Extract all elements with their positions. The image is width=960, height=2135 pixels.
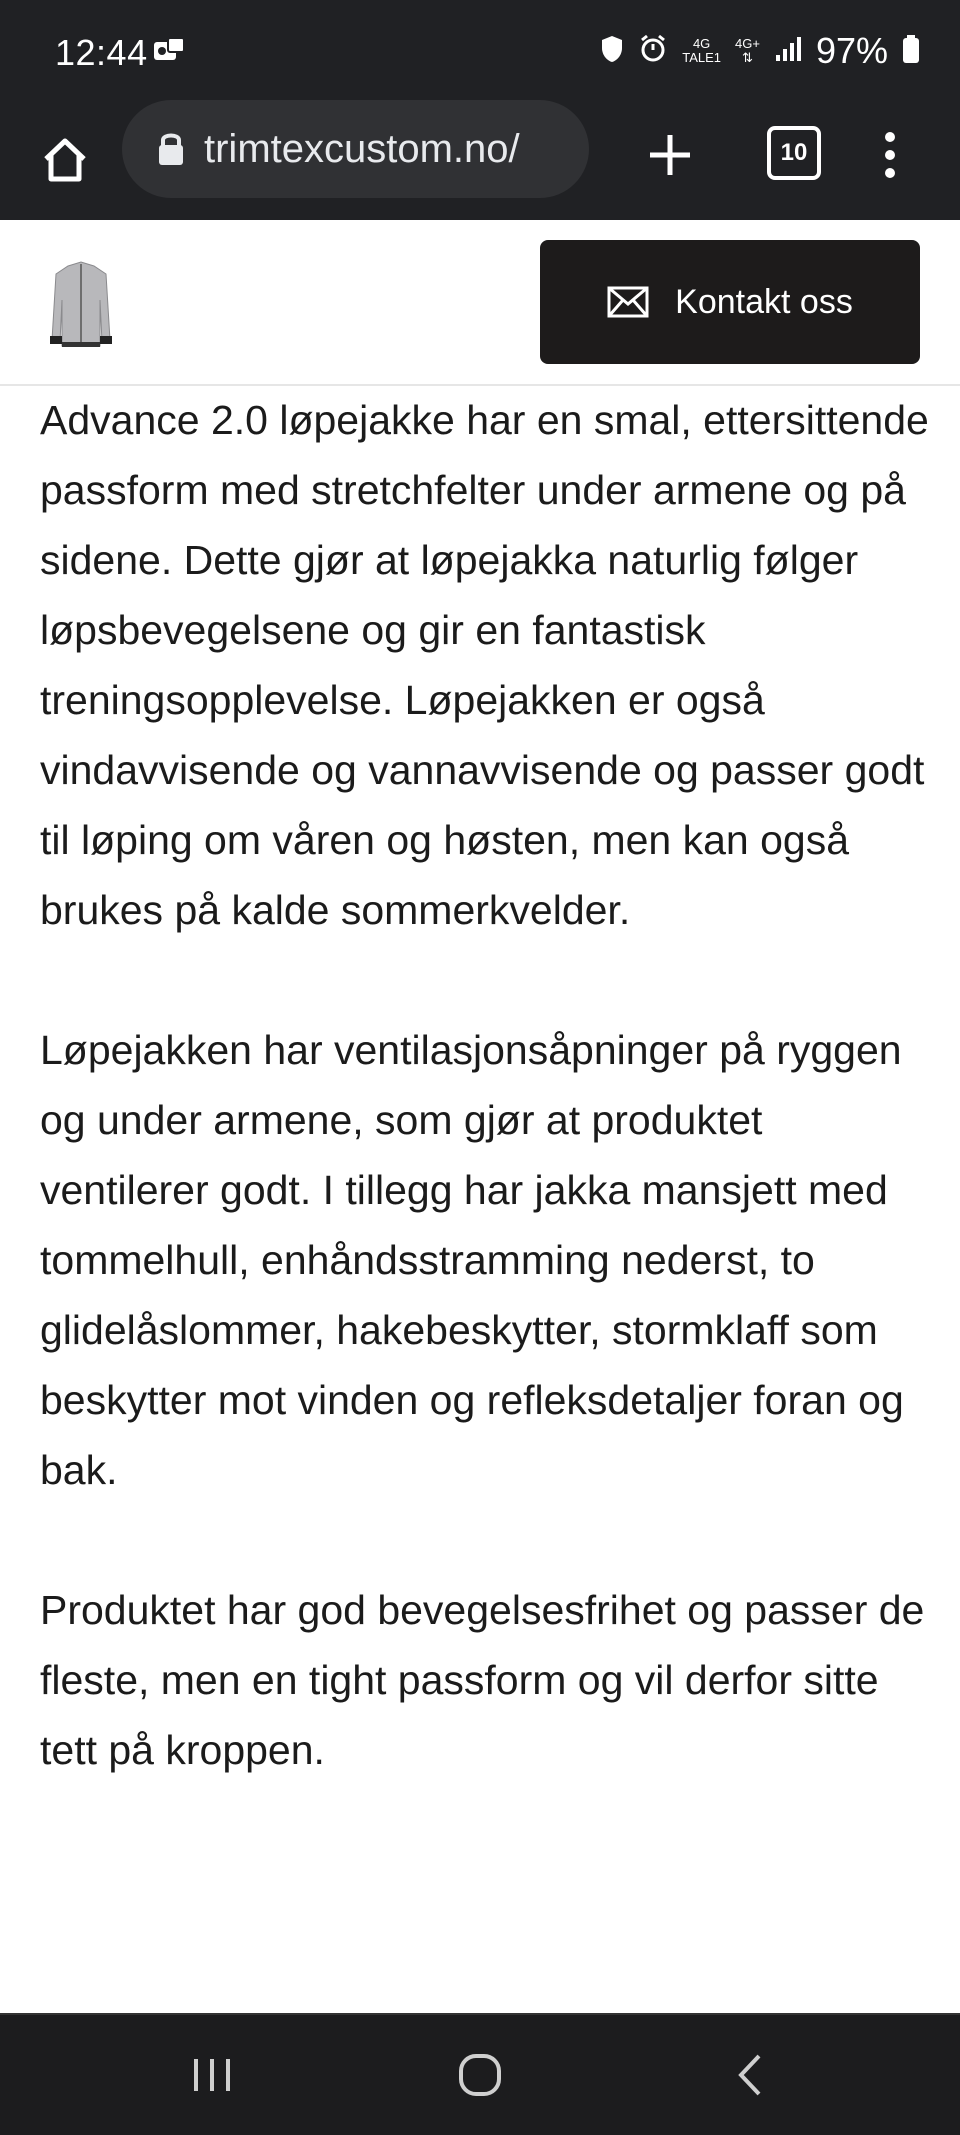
recent-apps-button[interactable] [182,2045,242,2105]
network-type-2: 4G+ [735,36,760,51]
shield-icon [600,34,624,69]
status-bar [0,0,960,100]
battery-icon [902,34,920,69]
status-time: 12:44 [55,32,148,73]
system-nav-bar [0,2013,960,2135]
url-text: trimtexcustom.no/ [204,126,520,171]
menu-icon [870,125,910,185]
recent-apps-icon [190,2055,234,2095]
address-bar[interactable] [122,100,589,198]
network-indicator-1 [682,37,721,65]
tab-count: 10 [780,139,808,166]
browser-menu-button[interactable] [870,125,910,185]
site-header [0,220,960,386]
home-icon [40,135,90,185]
tab-switcher-button[interactable] [767,126,821,180]
home-nav-button[interactable] [450,2045,510,2105]
home-circle-icon [457,2052,503,2098]
status-indicators [600,30,920,72]
back-nav-button[interactable] [720,2045,780,2105]
battery-percent: 97% [815,30,888,71]
network-type-1: 4G [692,36,711,51]
notification-icon [152,36,186,71]
jacket-thumbnail[interactable] [46,260,116,352]
description-paragraph-2: Løpejakken har ventilasjonsåpninger på ryggen og under armene, som gjør at produktet ventilerer godt. I tillegg har jakka mansjett med tommelhull, enhåndsstramming nederst, to glidelåslommer, hakebeskytter, stormklaff som beskytter mot vinden og refleksdetaljer foran og bak. [40,1027,904,1493]
home-button[interactable] [30,125,100,195]
plus-icon [640,125,700,185]
new-tab-button[interactable] [640,125,700,185]
back-icon [735,2052,765,2098]
contact-label: Kontakt oss [675,282,853,321]
lock-icon [156,129,186,169]
product-description [40,385,930,1855]
signal-icon [774,35,802,68]
data-arrows-icon: ⇅ [742,50,753,65]
alarm-icon [638,34,668,69]
description-paragraph-3: Produktet har god bevegelsesfrihet og passer de fleste, men en tight passform og vil derfor sitte tett på kroppen. [40,1587,925,1773]
network-indicator-2 [735,37,760,65]
mail-icon [607,286,649,318]
contact-button[interactable] [540,240,920,364]
description-paragraph-1: Advance 2.0 løpejakke har en smal, ettersittende passform med stretchfelter under armene og på sidene. Dette gjør at løpejakka naturlig følger løpsbevegelsene og gir en fantastisk treningsopplevelse. Løpejakken er også vindavvisende og vannavvisende og passer godt til løping om våren og høsten, men kan også brukes på kalde sommerkvelder. [40,397,929,933]
network-carrier-1: TALE1 [682,50,721,65]
